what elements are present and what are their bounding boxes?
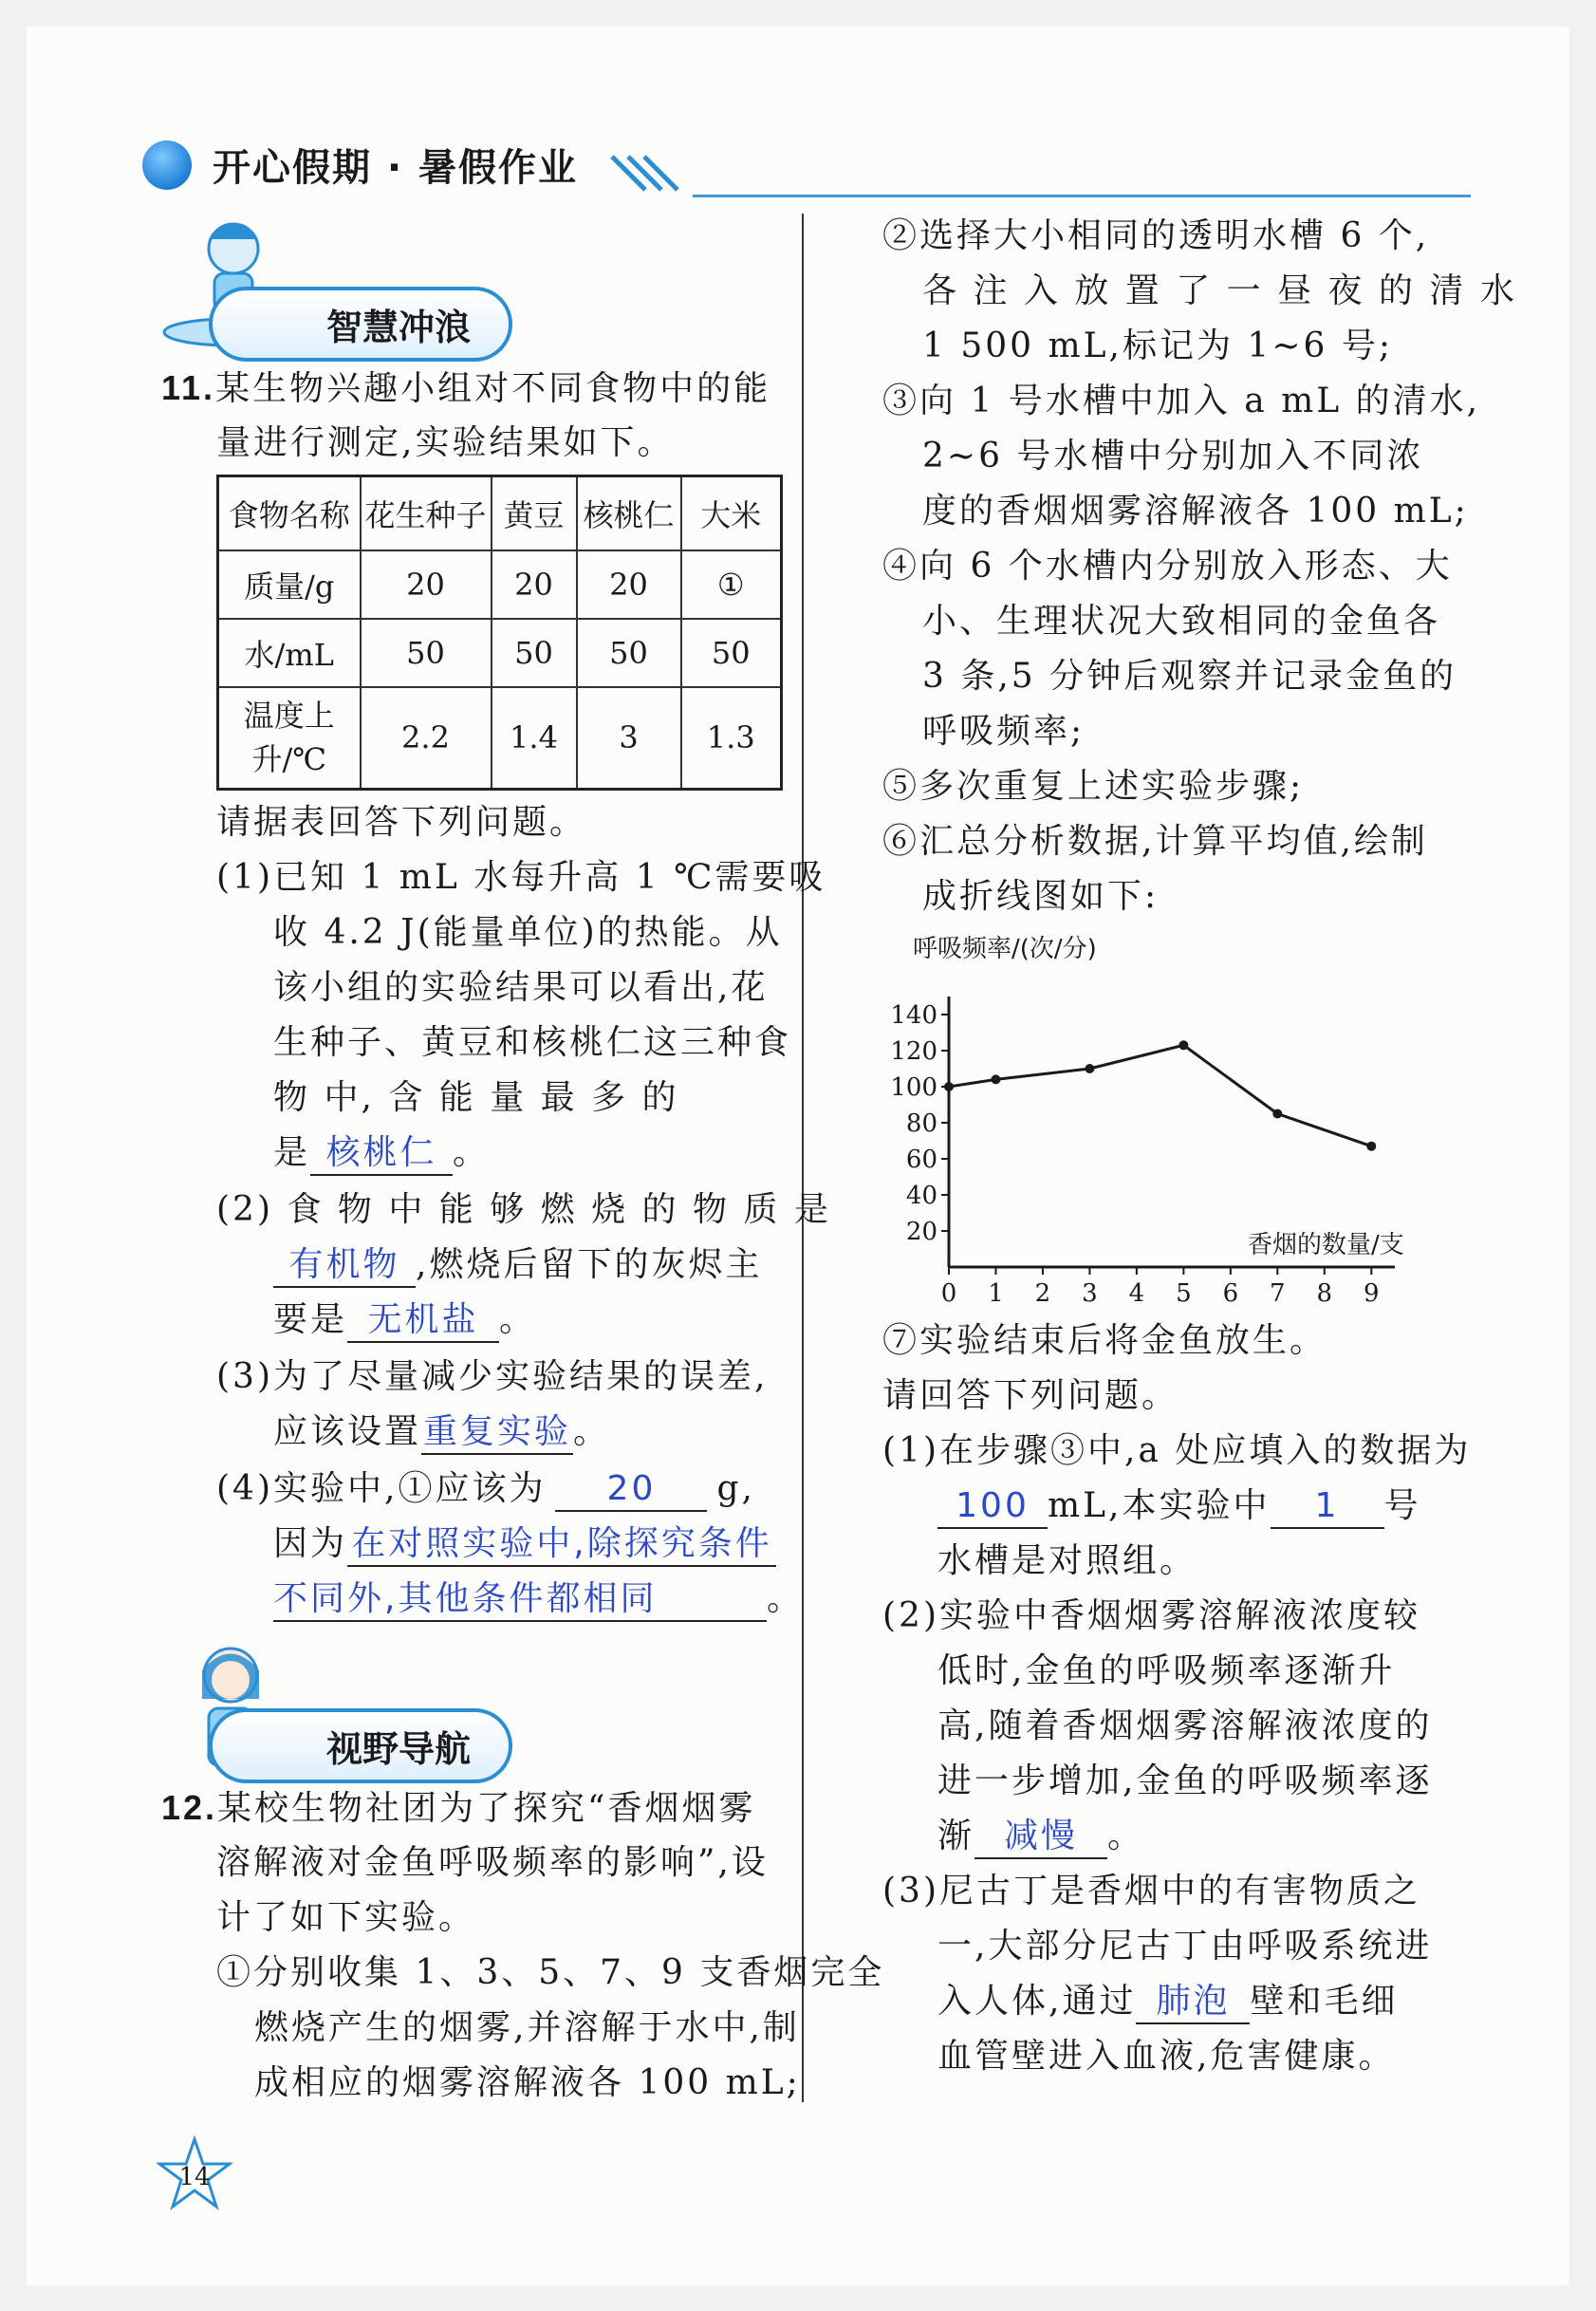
q11-p4-reason1-blank[interactable]: 在对照实验中,除探究条件 [347, 1523, 776, 1567]
q11-p3-post: 。 [573, 1412, 611, 1451]
chart-data-point [1085, 1064, 1094, 1073]
banner-vision-label: 视野导航 [209, 1708, 512, 1783]
table-cell: 50 [361, 619, 492, 687]
table-header-cell: 核桃仁 [577, 476, 681, 550]
q12-intro-text1: 某校生物社团为了探究“香烟烟雾 [217, 1789, 756, 1828]
q12-step2-line: ②选择大小相同的透明水槽 6 个, [882, 216, 1430, 255]
q11-p4-reason2-blank[interactable]: 不同外,其他条件都相同 [273, 1578, 767, 1622]
q11-prompt: 请据表回答下列问题。 [216, 803, 587, 842]
table-row [218, 687, 782, 790]
q12-a2-answer-line [937, 1809, 1144, 1864]
chart-y-tick-label: 120 [890, 1037, 937, 1066]
banner-wisdom [209, 287, 512, 362]
q11-p2-mid: ,燃烧后留下的灰烬主 [416, 1245, 763, 1284]
q12-a1-answer2-blank[interactable]: 1 [1271, 1485, 1384, 1529]
q11-p4-line2 [273, 1517, 776, 1572]
q12-step5: ⑤多次重复上述实验步骤; [882, 767, 1305, 806]
q11-p1-line: 该小组的实验结果可以看出,花 [273, 968, 769, 1007]
q11-p2-line2 [273, 1238, 762, 1293]
chart-x-axis-label: 香烟的数量/支 [1248, 1231, 1404, 1259]
q12-step6-line: ⑥汇总分析数据,计算平均值,绘制 [882, 822, 1428, 861]
table-cell: 50 [577, 619, 681, 687]
table-cell: 1.4 [492, 687, 577, 790]
q12-step4-line: 3 条,5 分钟后观察并记录金鱼的 [922, 657, 1457, 696]
chart-x-tick-label: 6 [1222, 1279, 1239, 1308]
q12-a1-mid: mL,本实验中 [1048, 1486, 1271, 1525]
q12-step1-line: ①分别收集 1、3、5、7、9 支香烟完全 [216, 1953, 885, 1992]
q12-a2-answer-blank[interactable]: 减慢 [974, 1816, 1107, 1859]
q12-step6-line: 成折线图如下: [922, 877, 1160, 916]
q12-step4-line: ④向 6 个水槽内分别放入形态、大 [882, 547, 1453, 586]
q12-a1-line2 [937, 1479, 1421, 1534]
q12-step3-line: 度的香烟烟雾溶解液各 100 mL; [922, 492, 1469, 531]
chart-x-tick-label: 0 [940, 1279, 957, 1308]
q12-a2-line: (2)实验中香烟烟雾溶解液浓度较 [882, 1596, 1420, 1635]
table-cell: 水/mL [218, 619, 361, 687]
chart-x-tick-label: 1 [988, 1279, 1004, 1308]
chart-y-tick-label: 140 [890, 1001, 937, 1030]
q11-p1-line: (1)已知 1 mL 水每升高 1 ℃需要吸 [216, 858, 826, 897]
chart-y-tick-label: 40 [905, 1182, 937, 1210]
q11-p4-line1 [216, 1462, 755, 1517]
q12-a3-answer-blank[interactable]: 肺泡 [1136, 1981, 1250, 2024]
table-cell-line: 升/℃ [251, 741, 327, 778]
q11-p1-line: 生种子、黄豆和核桃仁这三种食 [273, 1023, 792, 1062]
table-header-cell: 花生种子 [361, 476, 492, 550]
table-cell: 20 [492, 550, 577, 619]
header-circle-icon [142, 140, 192, 190]
chart-data-point [944, 1082, 954, 1091]
q12-a2-line: 进一步增加,金鱼的呼吸频率逐 [937, 1761, 1433, 1800]
q12-a3-line: 一,大部分尼古丁由呼吸系统进 [937, 1927, 1433, 1966]
q11-p2-line3 [273, 1293, 536, 1348]
chart-y-tick-label: 60 [905, 1146, 937, 1174]
q12-a3-post: 壁和毛细 [1250, 1982, 1399, 2021]
table-cell: 2.2 [361, 687, 492, 790]
q12-a1-answer1-blank[interactable]: 100 [937, 1485, 1048, 1529]
q12-step2-line: 1 500 mL,标记为 1~6 号; [922, 326, 1393, 365]
q12-prompt: 请回答下列问题。 [882, 1376, 1179, 1415]
chart-x-tick-label: 7 [1270, 1279, 1286, 1308]
table-cell: 3 [577, 687, 681, 790]
q11-p1-line: 物 中, 含 能 量 最 多 的 [273, 1078, 679, 1117]
q12-a2-line: 高,随着香烟烟雾溶解液浓度的 [937, 1706, 1433, 1745]
q11-p1-answer-line [273, 1126, 490, 1181]
q12-a3-answer-line [937, 1974, 1398, 2029]
q11-p2-post: 。 [499, 1300, 537, 1339]
q11-p4-post: 。 [767, 1579, 805, 1618]
chart-x-tick-label: 3 [1082, 1279, 1098, 1308]
table-cell: 50 [681, 619, 782, 687]
food-energy-table [216, 475, 783, 791]
q12-a3-line: (3)尼古丁是香烟中的有害物质之 [882, 1872, 1420, 1910]
q12-step4-line: 小、生理状况大致相同的金鱼各 [922, 602, 1441, 641]
q11-p2-answer2-blank[interactable]: 无机盐 [347, 1299, 499, 1343]
q12-step4-line: 呼吸频率; [922, 712, 1086, 751]
table-header-cell: 食物名称 [218, 476, 361, 550]
respiration-line-chart [882, 930, 1471, 1310]
q11-intro-line1 [161, 361, 770, 417]
header-title: 开心假期 · 暑假作业 [213, 146, 579, 190]
table-cell: 1.3 [681, 687, 782, 790]
q12-intro-line2: 溶解液对金鱼呼吸频率的影响”,设 [216, 1843, 769, 1882]
table-cell: 20 [361, 550, 492, 619]
table-cell [218, 687, 361, 790]
q12-a1-unit: 号 [1383, 1486, 1421, 1525]
q12-step3-line: 2~6 号水槽中分别加入不同浓 [922, 437, 1424, 475]
q12-step3-line: ③向 1 号水槽中加入 a mL 的清水, [882, 382, 1481, 420]
q11-p4-line3 [273, 1572, 804, 1627]
chart-y-tick-label: 100 [890, 1073, 937, 1102]
q12-step2-line: 各 注 入 放 置 了 一 昼 夜 的 清 水 [922, 271, 1517, 310]
q11-p1-answer-blank[interactable]: 核桃仁 [310, 1132, 453, 1176]
table-header-row [218, 476, 782, 550]
chart-x-tick-label: 4 [1128, 1279, 1145, 1308]
table-cell: 50 [492, 619, 577, 687]
q11-p3-answer-blank[interactable]: 重复实验 [421, 1411, 573, 1455]
q12-a2-post: 。 [1107, 1817, 1145, 1855]
q12-step1-line: 成相应的烟雾溶解液各 100 mL; [254, 2063, 801, 2102]
q11-p4-pre: (4)实验中,①应该为 [216, 1469, 547, 1508]
chart-data-point [1272, 1109, 1282, 1119]
table-row [218, 619, 782, 687]
chart-y-axis-label: 呼吸频率/(次/分) [913, 935, 1097, 963]
q11-p4-because: 因为 [273, 1524, 348, 1563]
table-cell-line: 温度上 [243, 698, 335, 735]
page-number-star-icon [157, 2135, 232, 2211]
q12-intro-line3: 计了如下实验。 [216, 1898, 476, 1937]
q12-a2-pre: 渐 [937, 1817, 975, 1855]
q11-p3-line1: (3)为了尽量减少实验结果的误差, [216, 1357, 769, 1396]
q11-p4-answer-blank[interactable]: 20 [555, 1468, 707, 1512]
table-cell: 20 [577, 550, 681, 619]
chart-marks [890, 1001, 1379, 1308]
q11-number: 11. [161, 368, 216, 407]
table-cell: ① [681, 550, 782, 619]
q12-number: 12. [161, 1788, 218, 1827]
header [142, 138, 578, 192]
q11-p3-pre: 应该设置 [273, 1412, 422, 1451]
chart-y-tick-label: 20 [905, 1218, 937, 1246]
chart-data-point [1366, 1142, 1376, 1151]
q12-intro-line1 [161, 1780, 755, 1836]
q11-intro-text1: 某生物兴趣小组对不同食物中的能 [215, 369, 771, 408]
chart-y-tick-label: 80 [905, 1109, 937, 1138]
table-row [218, 550, 782, 619]
banner-vision [209, 1708, 512, 1783]
q11-p4-unit: g, [716, 1469, 755, 1508]
q12-a1-line1: (1)在步骤③中,a 处应填入的数据为 [882, 1431, 1472, 1470]
q11-intro-line2: 量进行测定,实验结果如下。 [216, 423, 675, 462]
q11-p1-post: 。 [453, 1133, 491, 1172]
chart-x-tick-label: 2 [1034, 1279, 1051, 1308]
table-header-cell: 黄豆 [492, 476, 577, 550]
chart-data-point [991, 1074, 1000, 1084]
chart-x-tick-label: 9 [1363, 1279, 1380, 1308]
chart-x-tick-label: 8 [1316, 1279, 1333, 1308]
q12-a1-line3: 水槽是对照组。 [937, 1541, 1197, 1580]
chart-x-tick-label: 5 [1176, 1279, 1192, 1308]
q11-p2-answer1-blank[interactable]: 有机物 [273, 1244, 416, 1288]
stripes-icon [607, 152, 693, 199]
chart-series-line [949, 1045, 1371, 1146]
q11-p2-line1: (2) 食 物 中 能 够 燃 烧 的 物 质 是 [216, 1190, 831, 1229]
q12-a2-line: 低时,金鱼的呼吸频率逐渐升 [937, 1651, 1396, 1690]
q11-p1-pre: 是 [273, 1133, 311, 1172]
table-header-cell: 大米 [681, 476, 782, 550]
q12-a3-pre: 入人体,通过 [937, 1982, 1137, 2021]
q11-p2-pre2: 要是 [273, 1300, 348, 1339]
chart-data-point [1178, 1040, 1188, 1050]
q12-step1-line: 燃烧产生的烟雾,并溶解于水中,制 [254, 2008, 800, 2047]
header-rule [693, 195, 1471, 197]
q11-p3-line2 [273, 1405, 610, 1460]
banner-wisdom-label: 智慧冲浪 [209, 287, 512, 362]
column-divider [802, 214, 804, 2102]
table-cell: 质量/g [218, 550, 361, 619]
page-number: 14 [178, 2163, 211, 2191]
q11-p1-line: 收 4.2 J(能量单位)的热能。从 [273, 913, 783, 952]
q12-a3-line4: 血管壁进入血液,危害健康。 [937, 2037, 1396, 2076]
q12-step7: ⑦实验结束后将金鱼放生。 [882, 1321, 1327, 1360]
